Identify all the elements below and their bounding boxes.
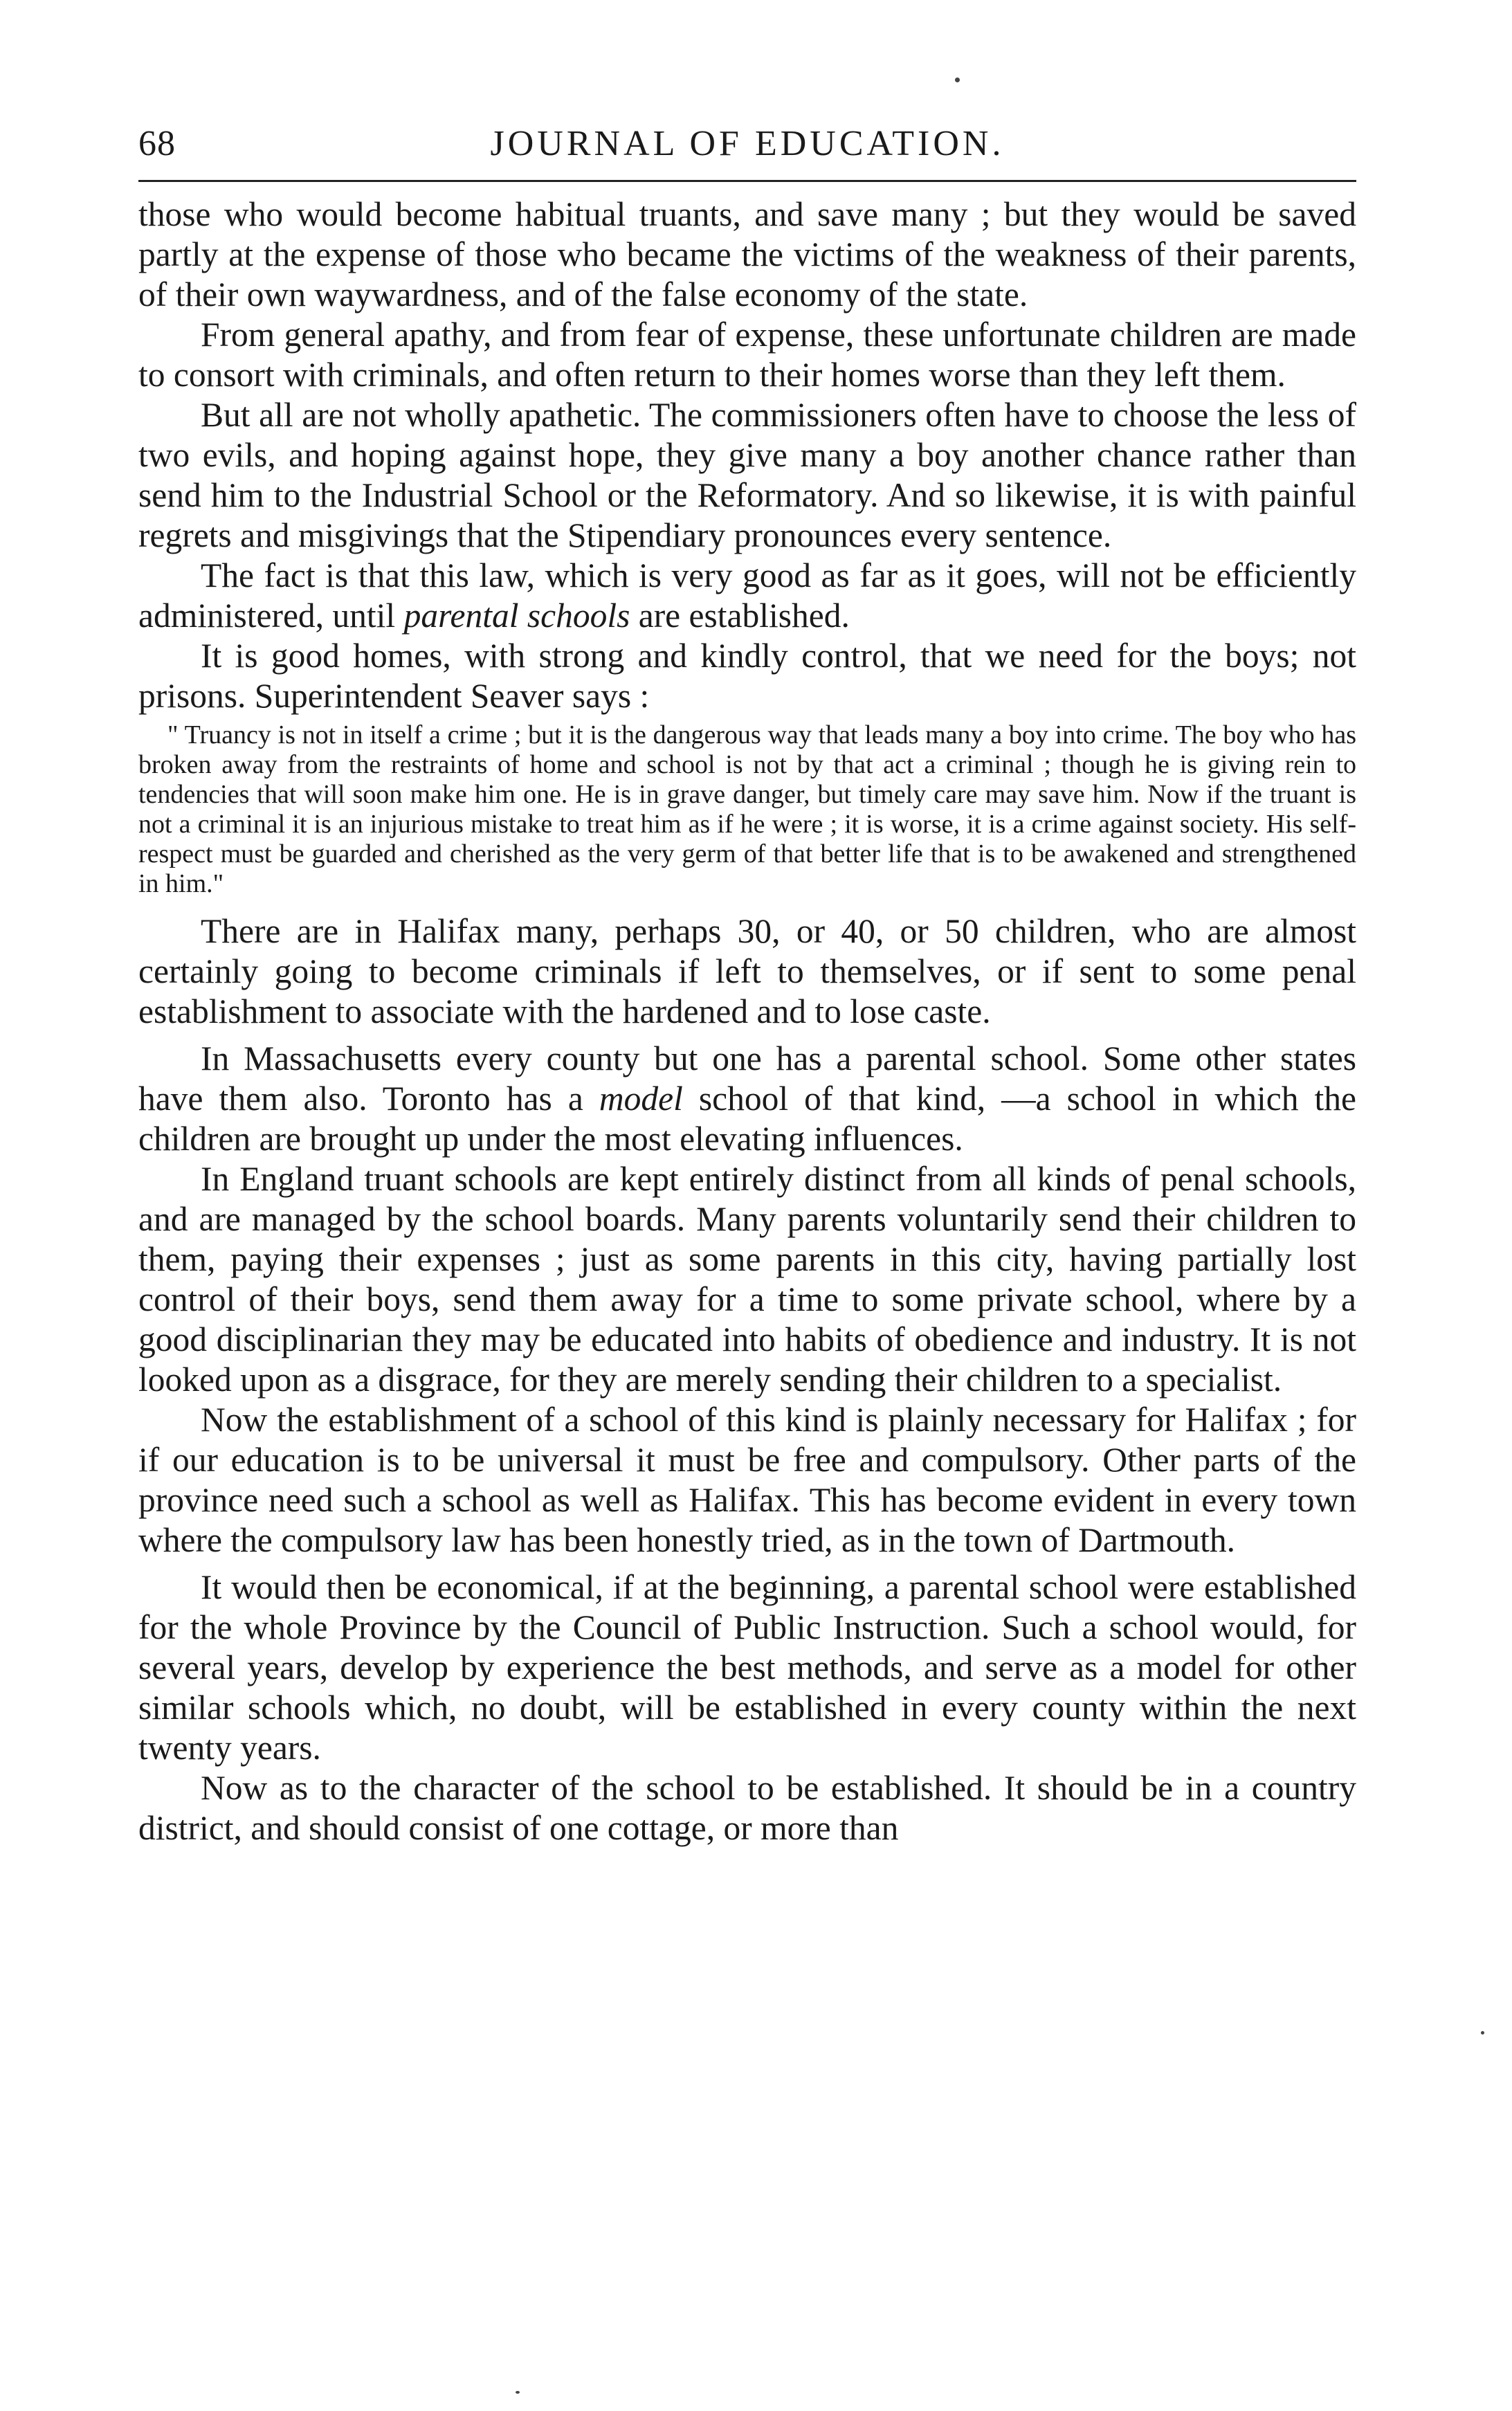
page-number: 68 — [138, 124, 176, 163]
text-run: The fact is that this law, which is very good as far as it goes, will not be efficiently administered, until — [138, 556, 1356, 635]
paragraph — [138, 1039, 1356, 1159]
paragraph: In England truant schools are kept entirely distinct from all kinds of penal schools, and are managed by the school boards. Many parents voluntarily send their children to them, paying their expenses ; just as some parents in this city, having partially lost control of their boys, send them away for a time to some private school, where by a good disciplinarian they may be educated into habits of obedience and industry. It is not looked upon as a disgrace, for they are merely sending their children to a specialist. — [138, 1160, 1356, 1399]
italic-term: model — [599, 1080, 683, 1118]
article-body — [138, 194, 1356, 1848]
paragraph: There are in Halifax many, perhaps 30, or 40, or 50 children, who are almost certainly going to become criminals if left to themselves, or if sent to some penal establishment to associate with the hardened and to lose caste. — [138, 912, 1356, 1030]
running-title: JOURNAL OF EDUCATION. — [490, 124, 1005, 163]
text-run: school of that kind, —a school in which the children are brought up under the most elevating influences. — [138, 1080, 1356, 1158]
paragraph: It would then be economical, if at the beginning, a parental school were established for the whole Province by the Council of Public Instruction. Such a school would, for several years, develop by experience the best methods, and serve as a model for other similar schools which, no doubt, will be established in every county within the next twenty years. — [138, 1568, 1356, 1767]
page-header — [138, 104, 1356, 166]
page — [138, 104, 1356, 1848]
paragraph: It is good homes, with strong and kindly control, that we need for the boys; not prisons. Superintendent Seaver says : — [138, 637, 1356, 715]
print-speck — [955, 78, 960, 82]
text-run: In Massachusetts every county but one has a parental school. Some other states have them also. Toronto has a — [138, 1039, 1356, 1118]
paragraph: But all are not wholly apathetic. The commissioners often have to choose the less of two evils, and hoping against hope, they give many a boy another chance rather than send him to the Industrial School or the Reformatory. And so likewise, it is with painful regrets and misgivings that the Stipendiary pronounces every sentence. — [138, 396, 1356, 554]
block-quote — [138, 720, 1356, 899]
header-rule — [138, 180, 1356, 182]
paragraph — [138, 556, 1356, 636]
quote-text: " Truancy is not in itself a crime ; but it is the dangerous way that leads many a boy into crime. The boy who has broken away from the restraints of home and school is not by that act a criminal ; though he is giving rein to tendencies that will soon make him one. He is in grave danger, but timely care may save him. Now if the truant is not a criminal it is an injurious mistake to treat him as if he were ; it is worse, it is a crime against society. His self-respect must be guarded and cherished as the very germ of that better life that is to be awakened and strengthened in him." — [138, 720, 1356, 898]
print-speck — [1481, 2031, 1484, 2035]
paragraph-continuation: those who would become habitual truants, and save many ; but they would be saved partly at the expense of those who became the victims of the weakness of their parents, of their own waywardness, and of the false economy of the state. — [138, 195, 1356, 313]
print-speck — [516, 2391, 520, 2394]
paragraph: From general apathy, and from fear of expense, these unfortunate children are made to consort with criminals, and often return to their homes worse than they left them. — [138, 316, 1356, 394]
paragraph: Now as to the character of the school to be established. It should be in a country district, and should consist of one cottage, or more than — [138, 1769, 1356, 1847]
paragraph: Now the establishment of a school of this kind is plainly necessary for Halifax ; for if our education is to be universal it must be free and compulsory. Other parts of the province need such a school as well as Halifax. This has become evident in every town where the compulsory law has been honestly tried, as in the town of Dartmouth. — [138, 1401, 1356, 1559]
italic-term: parental schools — [403, 597, 630, 635]
text-run: are established. — [630, 597, 850, 635]
